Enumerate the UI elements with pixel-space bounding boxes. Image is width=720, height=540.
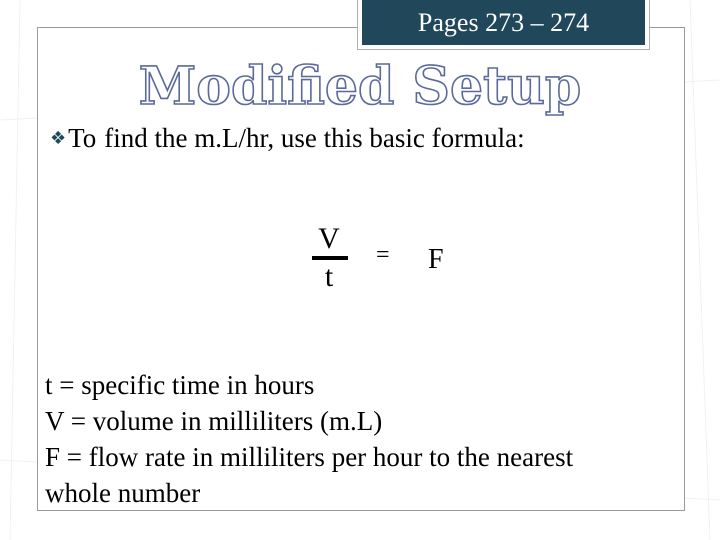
definition-volume: V = volume in milliliters (m.L)	[45, 406, 383, 436]
diamond-bullet-icon: ❖	[50, 128, 67, 149]
intro-lead-word: To	[68, 123, 97, 153]
formula-fraction	[308, 222, 350, 294]
slide-title: Modified Setup	[138, 56, 582, 117]
formula-denominator: t	[324, 260, 334, 293]
formula-numerator: V	[318, 222, 340, 255]
definition-time: t = specific time in hours	[45, 370, 315, 400]
intro-bullet	[50, 118, 525, 159]
formula-result: F	[428, 244, 444, 275]
pages-tab-label: Pages 273 – 274	[362, 0, 645, 45]
formula-equals: =	[376, 242, 390, 268]
definition-flow-rate: F = flow rate in milliliters per hour to the nearest	[45, 442, 574, 472]
pages-tab	[357, 0, 650, 50]
definition-flow-rate-cont: whole number	[45, 478, 201, 508]
intro-text: find the m.L/hr, use this basic formula:	[104, 123, 525, 153]
definitions-list	[45, 367, 665, 511]
